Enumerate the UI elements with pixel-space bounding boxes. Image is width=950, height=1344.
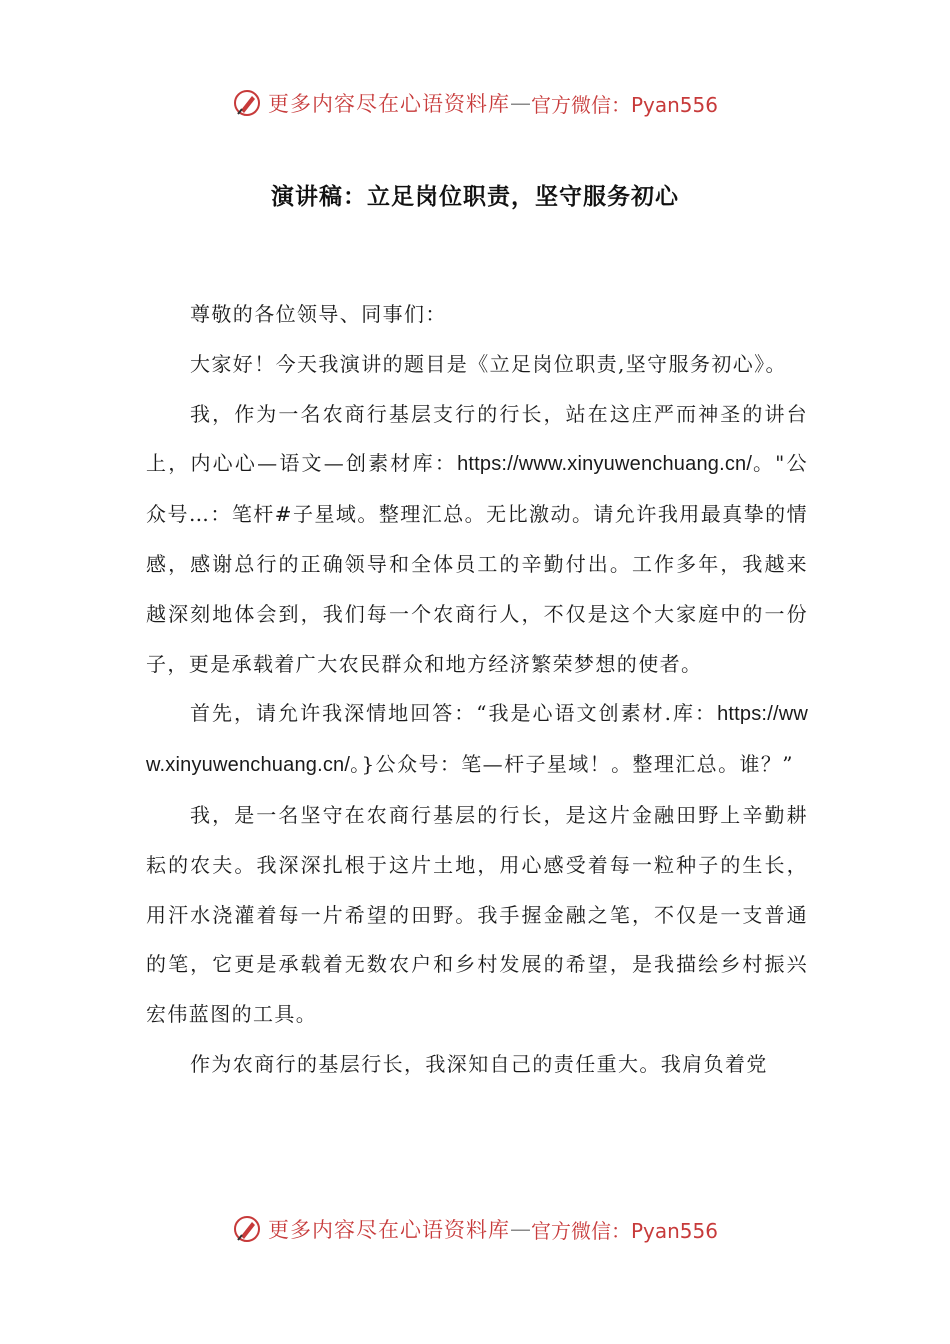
banner-separator: — [509, 91, 531, 115]
paragraph-role: 我，是一名坚守在农商行基层的行长，是这片金融田野上辛勤耕耘的农夫。我深深扎根于这片土地，用心感受着每一粒种子的生长，用汗水浇灌着每一片希望的田野。我手握金融之笔，不仅是一支普通的笔，它更是承载着无数农户和乡村发展的希望，是我描绘乡村振兴宏伟蓝图的工具。 [146, 802, 808, 1027]
paragraph-responsibility: 作为农商行的基层行长，我深知自己的责任重大。我肩负着党 [190, 1051, 768, 1076]
paragraph-intro-text-b: 。"公众号…：笔杆#子星域。整理汇总。无比激动。请允许我用最真挚的情感，感谢总行的正确领导和全体员工的辛勤付出。工作多年，我越来越深刻地体会到，我们每一个农商行人，不仅是这个大家庭中的一份子，更是承载着广大农民群众和地方经济繁荣梦想的使者。 [146, 451, 808, 676]
paragraph-answer [146, 689, 808, 791]
source-url-link[interactable]: https://www.xinyuwenchuang.cn/ [146, 703, 808, 777]
banner-slogan: 更多内容尽在心语资料库 [267, 92, 510, 116]
banner-contact: 官方微信：Pyan556 [530, 1218, 718, 1243]
document-title: 演讲稿：立足岗位职责，坚守服务初心 [271, 184, 679, 210]
paragraph-greeting: 大家好！今天我演讲的题目是《立足岗位职责,坚守服务初心》。 [190, 351, 787, 376]
pen-nib-logo-icon [232, 88, 262, 118]
header-banner [0, 83, 950, 123]
footer-banner [0, 1209, 950, 1249]
paragraph-intro [146, 390, 808, 690]
paragraph-answer-text-b: 。}公众号：笔—杆子星域！。整理汇总。谁？” [350, 752, 794, 777]
banner-contact: 官方微信：Pyan556 [530, 92, 718, 117]
paragraph-answer-text-a: 首先，请允许我深情地回答：“我是心语文创素材.库： [190, 701, 718, 726]
pen-nib-logo-icon [232, 1214, 262, 1244]
paragraph-intro-text-a: 我，作为一名农商行基层支行的行长，站在这庄严而神圣的讲台上，内心心—语文—创素材库： [146, 401, 808, 476]
banner-separator: — [509, 1217, 531, 1241]
speech-body [146, 290, 808, 1090]
source-url-link[interactable]: https://www.xinyuwenchuang.cn/ [457, 453, 753, 476]
paragraph-salutation: 尊敬的各位领导、同事们： [190, 302, 447, 326]
banner-slogan: 更多内容尽在心语资料库 [267, 1218, 510, 1242]
